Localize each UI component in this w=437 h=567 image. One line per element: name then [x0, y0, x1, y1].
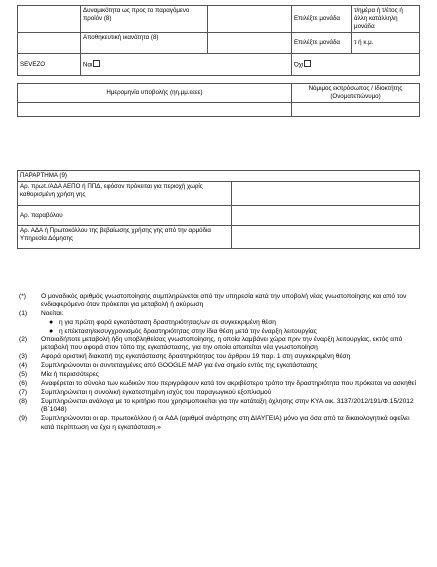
footnote — [18, 310, 423, 318]
empty-cell — [18, 6, 81, 33]
footnote-mark: (*) — [19, 293, 26, 300]
no-checkbox[interactable] — [304, 60, 311, 67]
bullet-text: η επέκταση/εκσυγχρονισμός δραστηριότητας στην ίδια θέση μετά την έναρξη λειτουργίας — [59, 327, 317, 335]
seveso-yes-option[interactable] — [81, 54, 292, 76]
empty-cell — [208, 33, 292, 54]
unit-tons-m3: τ ή κ.μ. — [352, 33, 420, 54]
footnote-mark: (2) — [19, 336, 28, 344]
seveso-label: SEVEZO — [18, 54, 81, 76]
capacity-label: Δυναμικότητα ως προς το παραγόμενο προϊόν (8) — [81, 6, 208, 33]
footnote — [18, 415, 423, 432]
footnote — [18, 336, 423, 353]
submission-date-field[interactable] — [18, 103, 292, 117]
footnote-mark: (8) — [19, 397, 28, 405]
annex-row-label: Αρ. παραβόλου — [18, 206, 232, 226]
storage-unit-select[interactable]: Επιλέξτε μονάδα — [292, 33, 352, 54]
footnote — [18, 371, 423, 379]
footnote-text: Συμπληρώνονται οι αρ. πρωτοκόλλου ή οι ΑΔΑ (αριθμοί ανάρτησης στη ΔΙΑΥΓΕΙΑ) μόνο για όσα από τα δικαιολογητικά οφείλει κατά περίπτωση να έχει η εγκατάσταση.» — [41, 415, 410, 431]
annex-row-field[interactable] — [232, 206, 420, 226]
annex-row-field[interactable] — [232, 226, 420, 249]
legal-rep-field[interactable] — [292, 103, 420, 117]
capacity-table — [17, 5, 420, 117]
footnote-text: Μία ή περισσότερες — [41, 371, 99, 379]
footnote-text: Οποιαδήποτε μεταβολή ήδη υποβληθείσας γνωστοποίησης, η οποία λαμβάνει χώρα πριν την έναρξη λειτουργίας, εκτός από μεταβολή που αφορά στον τόπο της εγκατάστασης, για την οποία απαιτείται νέα γνωστοποίηση — [41, 336, 403, 352]
footnote-mark: (9) — [19, 415, 28, 423]
yes-label: Ναι — [83, 61, 93, 69]
footnote-bullet — [49, 328, 423, 336]
bullet-icon: ● — [49, 319, 54, 327]
annex-row-field[interactable] — [232, 182, 420, 206]
footnote-mark: (1) — [19, 310, 28, 318]
legal-rep-label: Νόμιμος εκπρόσωπος / Ιδιοκτήτης (Ονοματεπώνυμο) — [292, 84, 420, 103]
annex-table — [17, 170, 420, 249]
footnote-text: Ο μοναδικός αριθμός γνωστοποίησης συμπληρώνεται από την υπηρεσία κατά την υποβολή νέας γνωστοποίησης και από τον ενδιαφερόμενο όταν πρόκειται για μεταβολή ή ακύρωση — [41, 293, 407, 309]
footnote-text: Συμπληρώνεται ανάλογα με το κριτήριο που χρησιμοποιείται για την κατάταξη όχλησης στην ΚΥΑ οικ. 3137/2012/191/Φ.15/2012 (Β΄1048) — [41, 397, 414, 414]
seveso-no-option[interactable] — [292, 54, 420, 76]
footnote-mark: (5) — [19, 371, 28, 379]
annex-row-label: Αρ. πρωτ./ΑΔΑ ΑΕΠΟ ή ΠΠΔ, εφόσον πρόκειται για περιοχή χωρίς καθορισμένη χρήση γης — [18, 182, 232, 206]
footnote-text: Συμπληρώνεται η συνολική εγκατεστημένη ισχύς του παραγωγικού εξοπλισμού — [41, 388, 272, 396]
storage-label: Αποθηκευτική ικανότητα (8) — [81, 33, 208, 54]
footnote-text: Νοείται: — [41, 310, 64, 318]
footnote — [18, 362, 423, 370]
capacity-unit-select[interactable]: Επιλέξτε μονάδα — [292, 6, 352, 33]
footnote-mark: (6) — [19, 380, 28, 388]
footnote — [18, 353, 423, 361]
bullet-text: η για πρώτη φορά εγκατάσταση δραστηριότητας/ων σε συγκεκριμένη θέση — [59, 319, 276, 327]
footnote — [18, 293, 423, 310]
submission-date-label: Ημερομηνία υποβολής (ηη.μμ.εεεε) — [18, 84, 292, 103]
footnote-text: Αφορά οριστική διακοπή της εγκατάστασης δραστηριότητας του άρθρου 19 παρ. 1 στη συγκεκριμένη θέση — [41, 353, 351, 361]
footnote — [18, 389, 423, 397]
spacer-row — [18, 76, 420, 84]
annex-title: ΠΑΡΑΡΤΗΜΑ (9) — [18, 171, 420, 182]
unit-tons-day: τ/ημέρα ή τ/έτος ή άλλη κατάλληλη μονάδα — [352, 6, 420, 33]
footnote-mark: (3) — [19, 353, 28, 361]
footnote-text: Αναφέρεται το σύνολο των κωδικών που περιγράφουν κατά τον ακριβέστερο τρόπο την δραστηριότητα που πρόκειται να ασκηθεί — [41, 380, 416, 388]
empty-cell — [18, 33, 81, 54]
bullet-icon: ● — [49, 327, 54, 335]
empty-cell — [208, 6, 292, 33]
footnote-mark: (4) — [19, 362, 28, 370]
footnote-mark: (7) — [19, 388, 28, 396]
footnote-text: Συμπληρώνονται οι συντεταγμένες από GOOGLE MAP για ένα σημείο εντός της εγκατάστασης — [41, 362, 318, 370]
footnote — [18, 398, 423, 415]
annex-row-label: Αρ. ΑΔΑ ή Πρωτοκόλλου της βεβαίωσης χρήσης γης από την αρμόδια Υπηρεσία Δόμησης — [18, 226, 232, 249]
footnote — [18, 380, 423, 388]
footnote-bullet — [49, 319, 423, 327]
no-label: Όχι — [294, 61, 304, 69]
yes-checkbox[interactable] — [93, 60, 100, 67]
footnotes — [18, 293, 423, 433]
